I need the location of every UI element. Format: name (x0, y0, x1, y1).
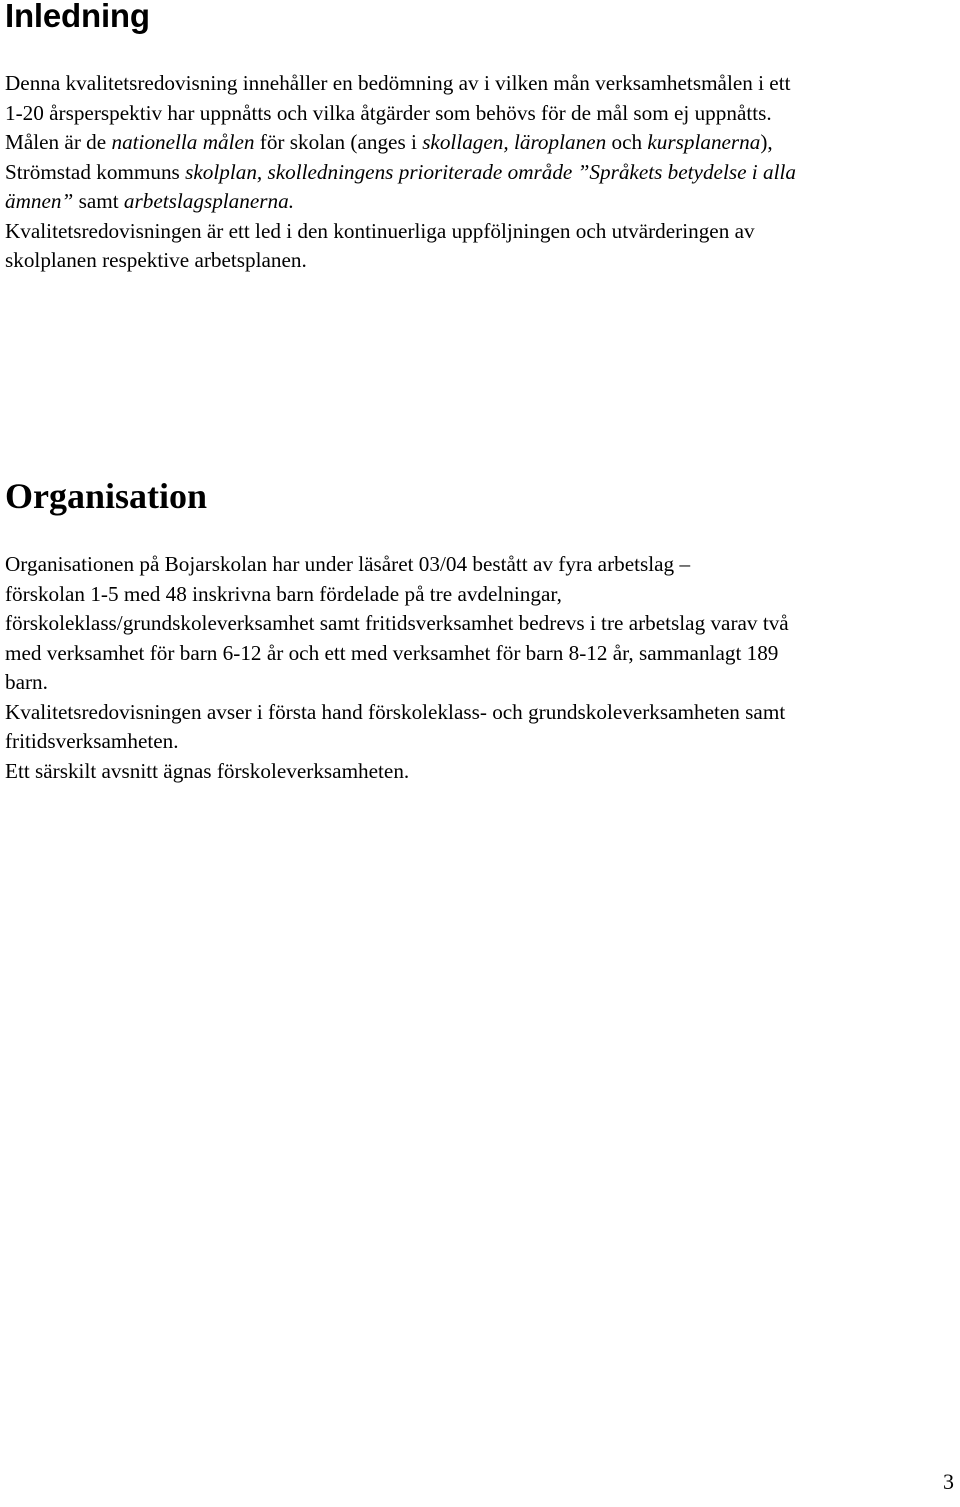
heading-inledning: Inledning (5, 0, 150, 34)
intro-line-1: Denna kvalitetsredovisning innehåller en bedömning av i vilken mån verksamhetsmålen i ett (5, 71, 791, 95)
intro-line-6: Kvalitetsredovisningen är ett led i den kontinuerliga uppföljningen och utvärderingen av (5, 218, 755, 243)
intro-line-2: 1-20 årsperspektiv har uppnåtts och vilka åtgärder som behövs för de mål som ej uppnåtts. (5, 100, 772, 125)
italic-term-skolplan: skolplan, skolledningens prioriterade område ”Språkets betydelse i alla (185, 159, 796, 184)
text-span: Strömstad kommuns (5, 159, 186, 184)
italic-term-arbetslagsplanerna: arbetslagsplanerna. (123, 189, 294, 213)
heading-organisation: Organisation (5, 476, 208, 516)
org-line: med verksamhet för barn 6-12 år och ett med verksamhet för barn 8-12 år, sammanlagt 189 (5, 640, 779, 665)
text-span: och (606, 130, 648, 154)
org-line: barn. (5, 670, 48, 694)
text-span: för skolan (anges i (254, 130, 423, 154)
organisation-paragraph (5, 550, 955, 786)
org-line: förskoleklass/grundskoleverksamhet samt fritidsverksamhet bedrevs i tre arbetslag varav två (5, 611, 789, 635)
text-span: Målen är de (5, 130, 112, 154)
org-line: förskolan 1-5 med 48 inskrivna barn fördelade på tre avdelningar, (5, 581, 562, 606)
italic-term-amnen: ämnen” (5, 189, 74, 213)
page-number: 3 (943, 1469, 954, 1494)
intro-line-7: skolplanen respektive arbetsplanen. (5, 248, 307, 272)
italic-term-nationella-malen: nationella målen (111, 130, 255, 154)
intro-line-5 (5, 187, 955, 217)
org-line: Organisationen på Bojarskolan har under läsåret 03/04 bestått av fyra arbetslag – (5, 552, 691, 576)
intro-line-4 (5, 158, 955, 188)
intro-line-3 (5, 128, 955, 158)
text-span: samt (73, 189, 124, 213)
org-line: Ett särskilt avsnitt ägnas förskoleverksamheten. (5, 758, 410, 783)
italic-term-skollagen-laroplanen: skollagen, läroplanen (422, 130, 607, 154)
text-span: ), (760, 130, 773, 154)
org-line: Kvalitetsredovisningen avser i första hand förskoleklass- och grundskoleverksamheten samt (5, 699, 786, 724)
italic-term-kursplanerna: kursplanerna (647, 130, 761, 154)
org-line: fritidsverksamheten. (5, 729, 179, 753)
intro-paragraph (5, 69, 955, 276)
